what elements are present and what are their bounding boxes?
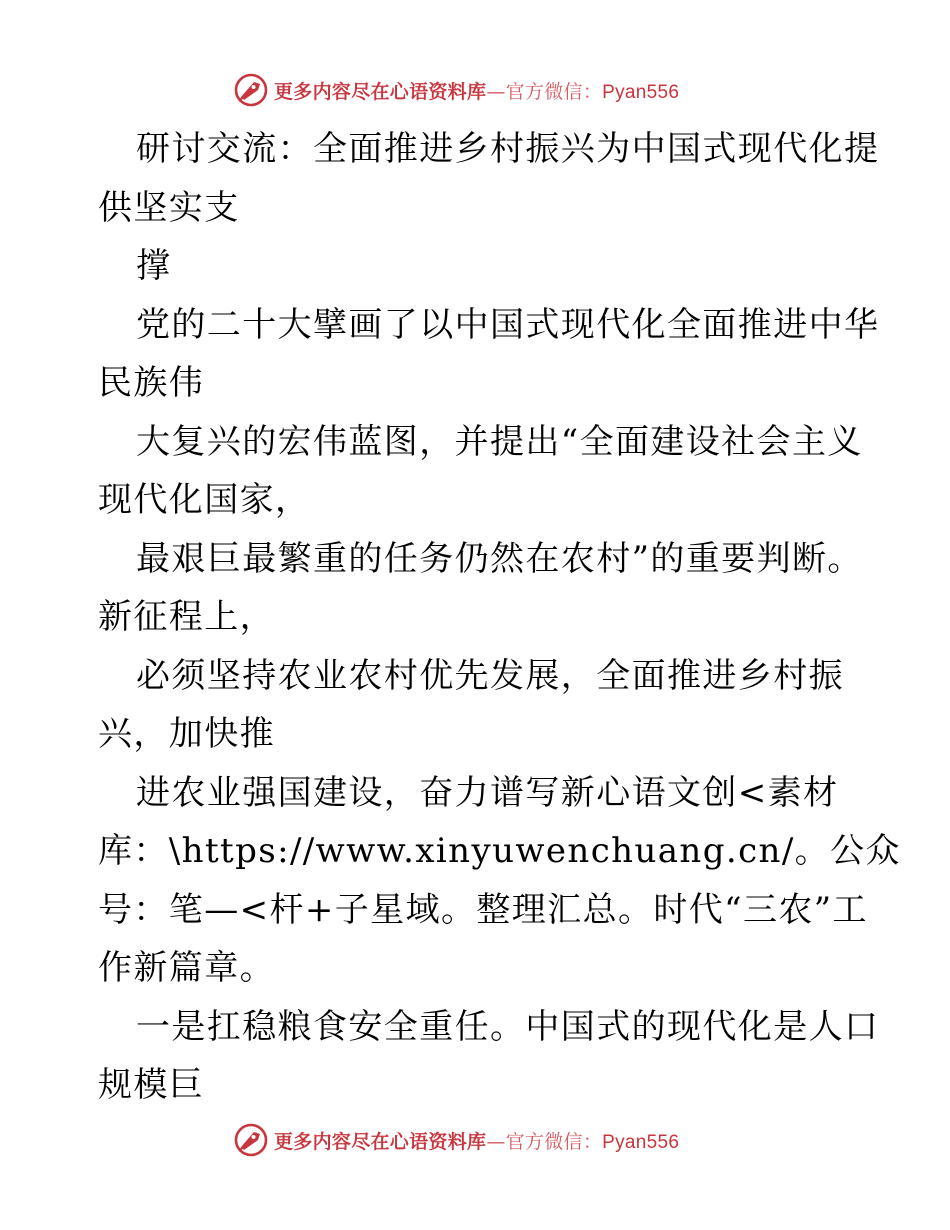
watermark-wechat-label: 官方微信：: [505, 80, 603, 103]
pen-nib-logo-icon: [234, 73, 268, 107]
pen-nib-logo-icon: [234, 1123, 268, 1157]
document-line: 供坚实支: [98, 187, 240, 228]
document-body: [98, 120, 901, 1115]
watermark-wechat-label: 官方微信：: [505, 1130, 603, 1153]
watermark-dash: —: [486, 80, 506, 103]
page-footer-watermark: [234, 1122, 679, 1158]
watermark-text: [274, 1127, 679, 1154]
watermark-main: 更多内容尽在心语资料库: [274, 80, 487, 103]
watermark-wechat-id: Pyan556: [602, 1131, 680, 1153]
document-line: 最艰巨最繁重的任务仍然在农村”的重要判断。: [136, 538, 863, 579]
document-line: 党的二十大擘画了以中国式现代化全面推进中华: [136, 304, 880, 345]
document-line: 新征程上，: [98, 597, 275, 637]
watermark-wechat-id: Pyan556: [602, 81, 680, 103]
document-line: 研讨交流：全面推进乡村振兴为中国式现代化提: [136, 129, 880, 169]
document-line: 一是扛稳粮食安全重任。中国式的现代化是人口: [136, 1006, 880, 1047]
document-line: 兴，加快推: [98, 714, 275, 754]
document-line: 库：\https://www.xinyuwenchuang.cn/。公众: [98, 831, 901, 871]
document-line: 进农业强国建设，奋力谱写新心语文创<素材: [136, 772, 839, 813]
document-line: 现代化国家，: [98, 480, 311, 520]
document-line: 民族伟: [98, 363, 205, 403]
watermark-dash: —: [486, 1130, 506, 1153]
document-line: 规模巨: [98, 1065, 205, 1105]
document-line: 大复兴的宏伟蓝图，并提出“全面建设社会主义: [136, 421, 863, 462]
page-header-watermark: [234, 72, 679, 108]
document-line: 撑: [136, 246, 172, 286]
watermark-text: [274, 77, 679, 104]
document-line: 作新篇章。: [98, 948, 275, 988]
document-line: 必须坚持农业农村优先发展，全面推进乡村振: [136, 655, 844, 696]
document-line: 号：笔—<杆+子星域。整理汇总。时代“三农”工: [98, 889, 868, 930]
watermark-main: 更多内容尽在心语资料库: [274, 1130, 487, 1153]
